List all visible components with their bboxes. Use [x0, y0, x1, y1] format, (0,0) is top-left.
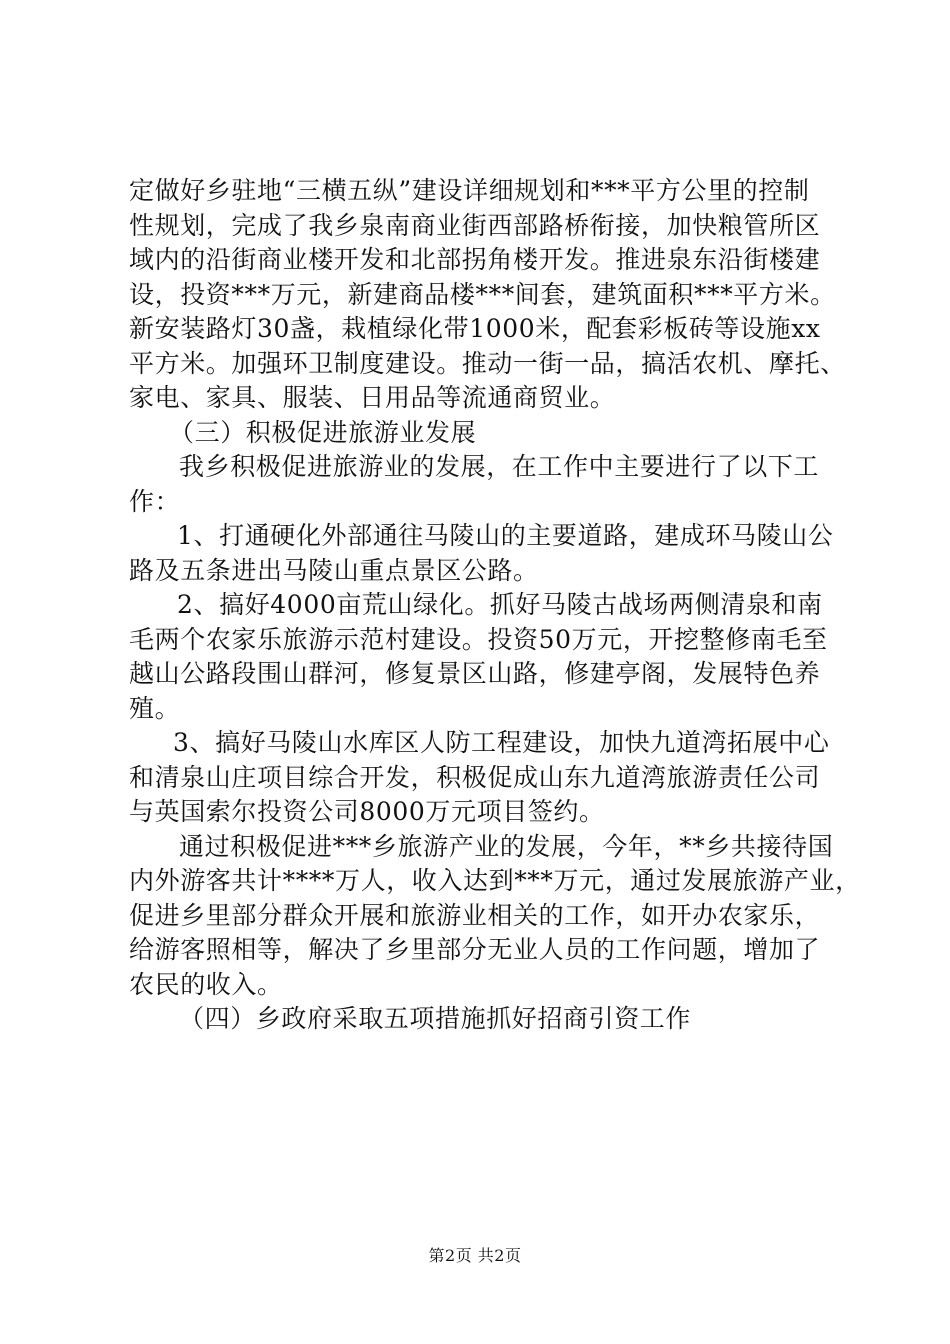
text-line: 2、搞好4000亩荒山绿化。抓好马陵古战场两侧清泉和南	[177, 590, 823, 619]
section-heading-tourism	[129, 416, 829, 451]
paragraph-urban-construction	[129, 174, 846, 416]
text-line: 通过积极促进***乡旅游产业的发展，今年，**乡共接待国	[179, 831, 834, 861]
paragraph-tourism-results	[129, 830, 861, 1003]
text-line: 路及五条进出马陵山重点景区公路。	[129, 555, 539, 585]
text-line: 给游客照相等，解决了乡里部分无业人员的工作问题，增加了	[129, 935, 821, 964]
text-line: 内外游客共计****万人，收入达到***万元，通过发展旅游产业，	[129, 866, 861, 895]
list-item-2	[129, 588, 829, 726]
text-line: 越山公路段围山群河，修复景区山路，修建亭阁，发展特色养	[129, 659, 821, 688]
text-line: 平方米。加强环卫制度建设。推动一街一品，搞活农机、摩托、	[129, 348, 846, 378]
page-number-footer: 第2页 共2页	[428, 1246, 522, 1265]
text-line: 与英国索尔投资公司8000万元项目签约。	[129, 797, 605, 826]
text-line: 农民的收入。	[129, 969, 283, 999]
list-item-1	[129, 519, 834, 588]
text-line: 我乡积极促进旅游业的发展，在工作中主要进行了以下工	[179, 452, 820, 481]
text-line: 和清泉山庄项目综合开发，积极促成山东九道湾旅游责任公司	[129, 762, 821, 792]
paragraph-tourism-intro	[129, 450, 829, 519]
heading-line: （三）积极促进旅游业发展	[169, 417, 477, 447]
text-line: 殖。	[129, 693, 181, 723]
text-line: 促进乡里部分群众开展和旅游业相关的工作，如开办农家乐，	[129, 900, 821, 930]
text-line: 3、搞好马陵山水库区人防工程建设，加快九道湾拓展中心	[173, 728, 830, 757]
text-line: 新安装路灯30盏，栽植绿化带1000米，配套彩板砖等设施xx	[129, 314, 821, 343]
document-body	[129, 174, 861, 1037]
heading-line: （四）乡政府采取五项措施抓好招商引资工作	[179, 1004, 692, 1033]
text-line: 作：	[129, 486, 181, 516]
list-item-3	[129, 726, 829, 830]
section-heading-investment	[129, 1002, 829, 1037]
text-line: 性规划，完成了我乡泉南商业街西部路桥衔接，加快粮管所区	[129, 210, 821, 240]
text-line: 家电、家具、服装、日用品等流通商贸业。	[129, 383, 616, 412]
text-line: 毛两个农家乐旅游示范村建设。投资50万元，开挖整修南毛至	[129, 624, 828, 654]
text-line: 1、打通硬化外部通往马陵山的主要道路，建成环马陵山公	[177, 521, 834, 550]
text-line: 定做好乡驻地“三横五纵”建设详细规划和***平方公里的控制	[129, 176, 810, 205]
text-line: 域内的沿街商业楼开发和北部拐角楼开发。推进泉东沿街楼建	[129, 245, 821, 274]
text-line: 设，投资***万元，新建商品楼***间套，建筑面积***平方米。	[129, 279, 836, 309]
